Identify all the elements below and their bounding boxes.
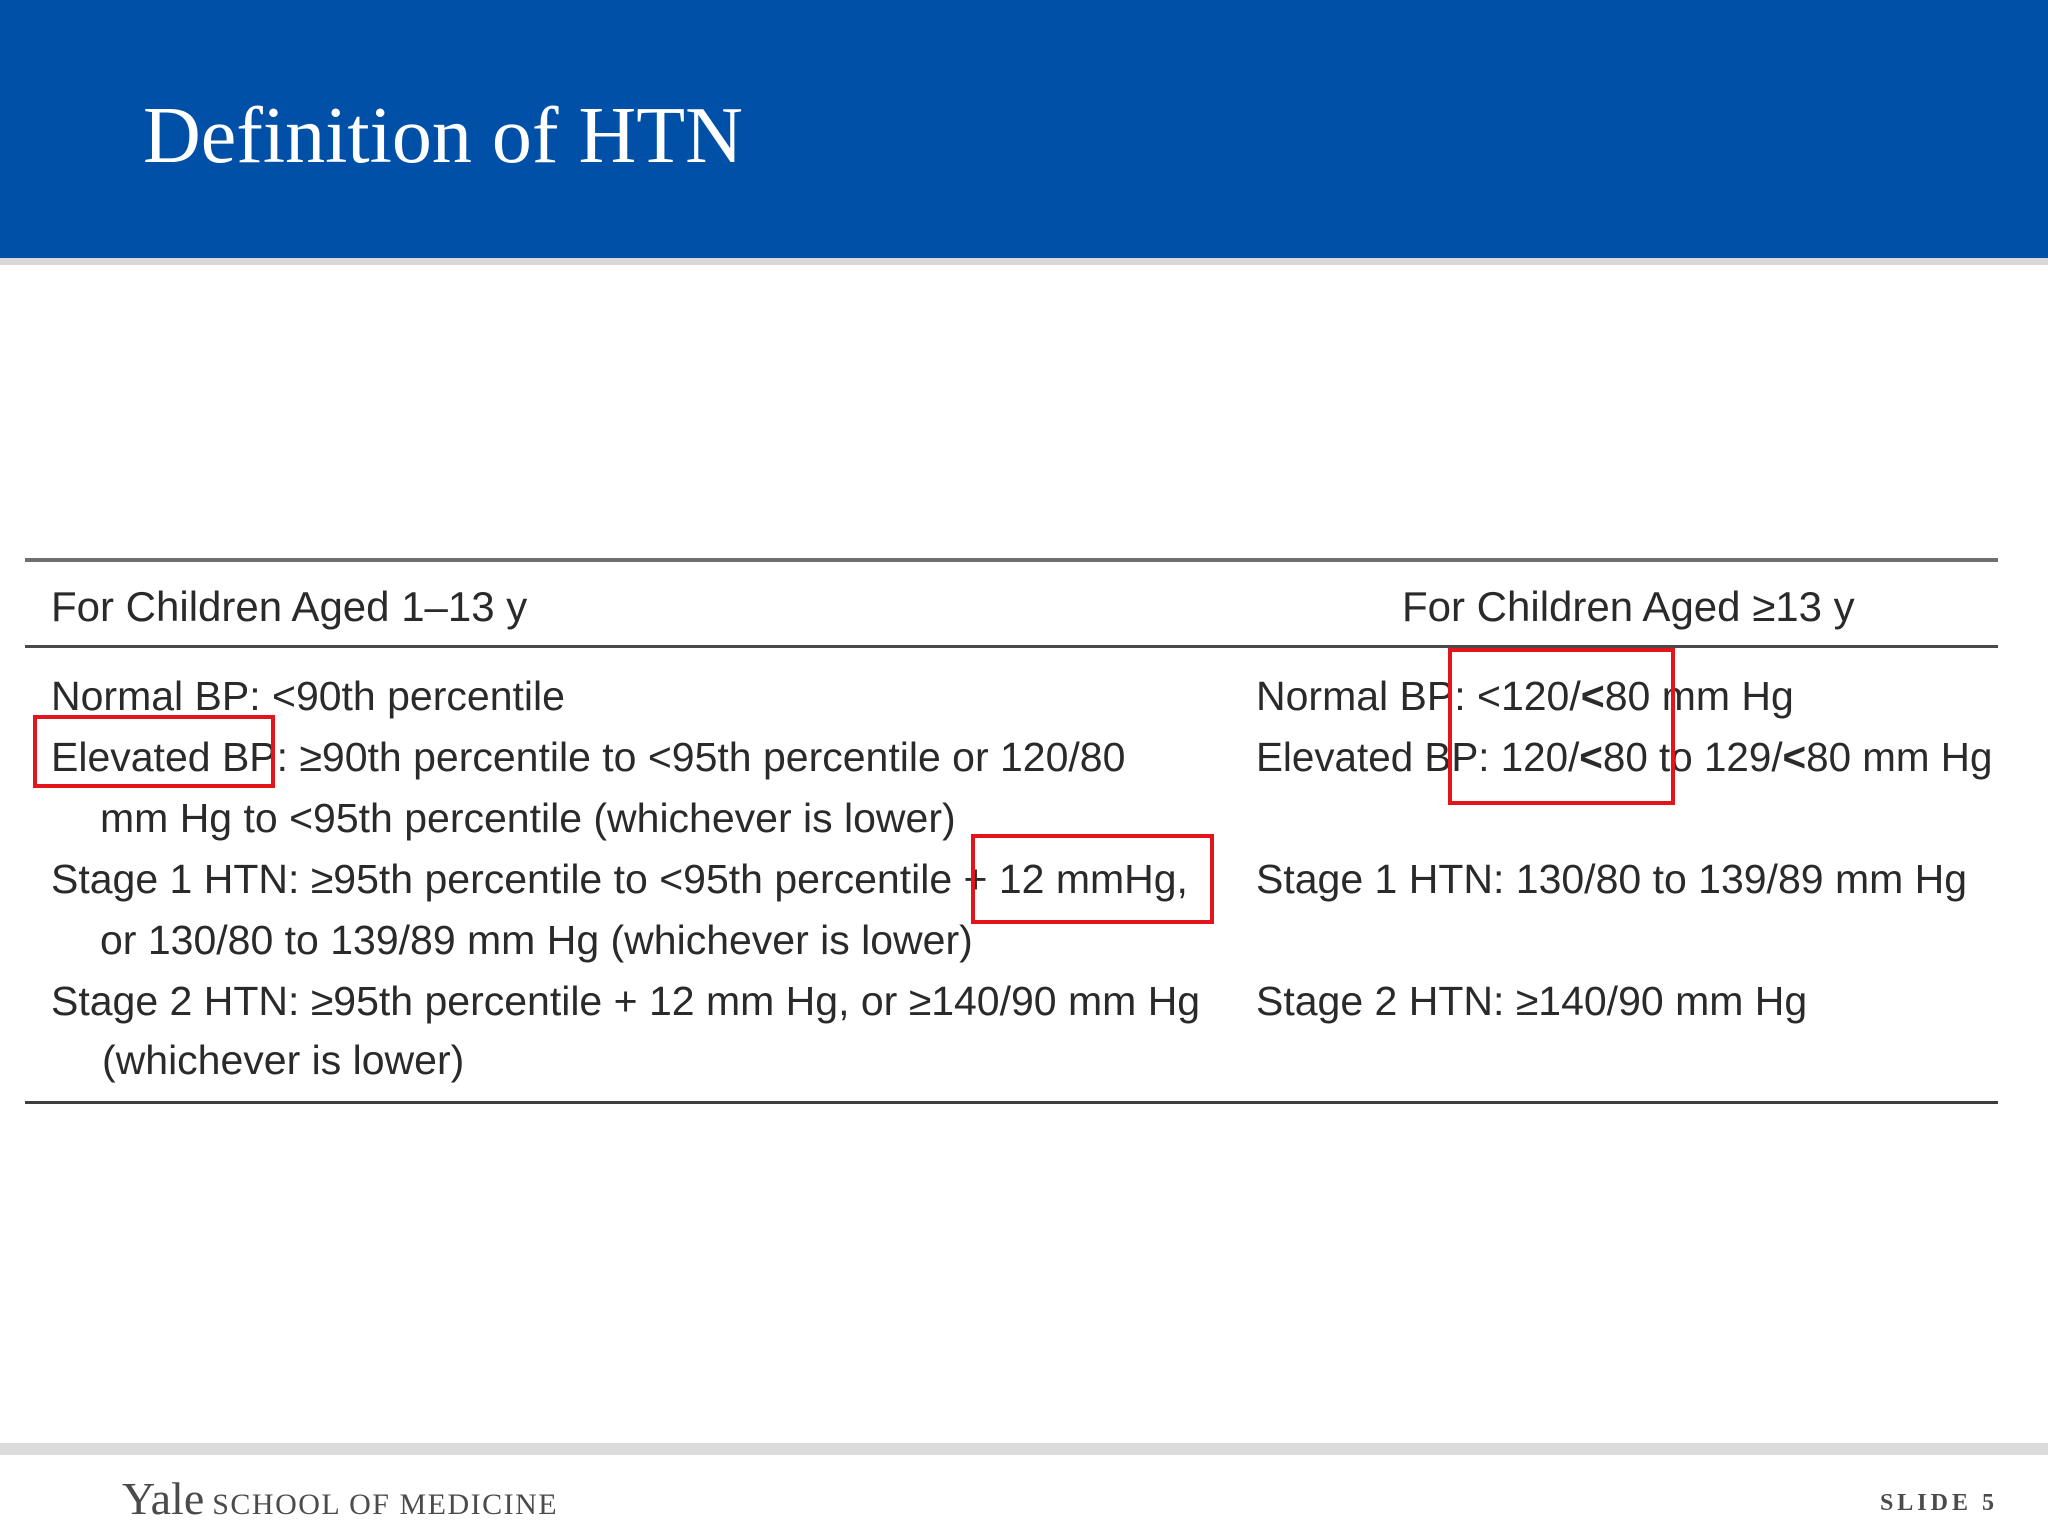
footer-rule: [0, 1443, 2048, 1455]
left-stage1-htn-cont: or 130/80 to 139/89 mm Hg (whichever is lower): [100, 917, 973, 963]
left-elevated-bp: Elevated BP: ≥90th percentile to <95th percentile or 120/80: [51, 734, 1126, 780]
right-stage1-htn: Stage 1 HTN: 130/80 to 139/89 mm Hg: [1256, 856, 1968, 902]
title-banner-underline: [0, 258, 2048, 265]
left-stage2-htn: Stage 2 HTN: ≥95th percentile + 12 mm Hg, or ≥140/90 mm Hg: [51, 978, 1201, 1024]
header-children-13-plus: For Children Aged ≥13 y: [1402, 583, 1855, 630]
htn-definition-table: [25, 558, 1998, 1105]
table-top-rule: [25, 558, 1998, 562]
right-elevated-bp: Elevated BP: 120/<80 to 129/<80 mm Hg: [1256, 734, 1993, 780]
left-normal-bp: Normal BP: <90th percentile: [51, 673, 565, 719]
left-stage2-htn-cont: (whichever is lower): [102, 1037, 465, 1083]
table-header-rule: [25, 645, 1998, 648]
left-elevated-bp-cont: mm Hg to <95th percentile (whichever is lower): [100, 795, 956, 841]
slide-title: Definition of HTN: [143, 92, 743, 180]
yale-school-of-medicine-logo: Yale SCHOOL OF MEDICINE: [122, 1473, 559, 1524]
right-normal-bp: Normal BP: <120/<80 mm Hg: [1256, 673, 1794, 719]
right-stage2-htn: Stage 2 HTN: ≥140/90 mm Hg: [1256, 978, 1808, 1024]
highlight-box-plus-12-mmhg: [971, 834, 1214, 924]
slide-number: SLIDE 5: [1879, 1490, 1998, 1516]
left-stage1-htn: Stage 1 HTN: ≥95th percentile to <95th percentile + 12 mmHg,: [51, 856, 1188, 902]
highlight-box-elevated-bp: [33, 715, 275, 788]
highlight-box-120-80-thresholds: [1448, 648, 1675, 805]
table-bottom-rule: [25, 1101, 1998, 1104]
header-children-1-13: For Children Aged 1–13 y: [51, 583, 528, 630]
